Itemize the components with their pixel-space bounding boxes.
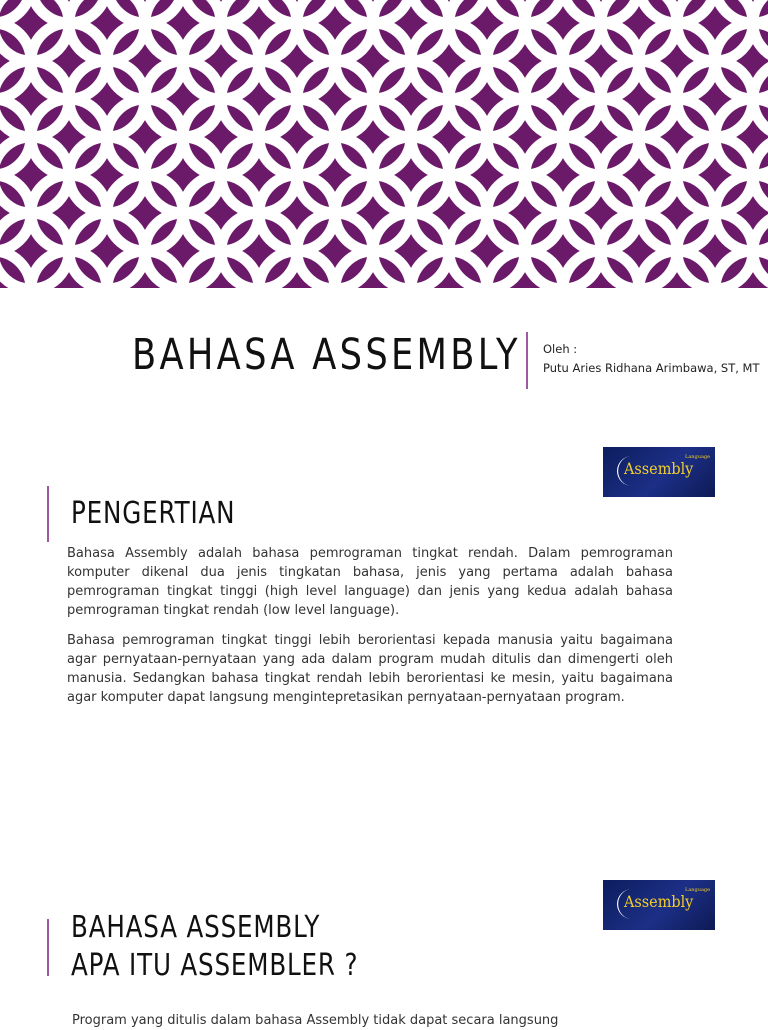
author-byline xyxy=(543,340,759,378)
logo-wordmark: Assembly xyxy=(624,892,694,911)
paragraph: Bahasa Assembly adalah bahasa pemrograman tingkat rendah. Dalam pemrograman komputer dikenal dua jenis tingkatan bahasa, jenis yang pertama adalah bahasa pemrograman tingkat tinggi (high level language) dan jenis yang kedua adalah bahasa pemrograman tingkat rendah (low level language). xyxy=(67,546,673,618)
logo-tagline: Language xyxy=(685,887,711,893)
presentation-title: BAHASA ASSEMBLY xyxy=(132,330,521,380)
title-divider xyxy=(526,332,528,389)
paragraph: Bahasa pemrograman tingkat tinggi lebih berorientasi kepada manusia yaitu bagaimana agar pernyataan-pernyataan yang ada dalam program mudah ditulis dan dimengerti oleh manusia. Sedangkan bahasa tingkat rendah lebih berorientasi ke mesin, yaitu bagaimana agar komputer dapat langsung mengintepretasikan pernyataan-pernyataan program. xyxy=(67,633,673,705)
section-accent-bar xyxy=(47,919,49,976)
assembly-language-logo xyxy=(603,880,715,930)
section-accent-bar xyxy=(47,486,49,542)
section-heading-line1: BAHASA ASSEMBLY xyxy=(71,910,321,945)
section-heading-line2: APA ITU ASSEMBLER ? xyxy=(71,948,359,983)
decorative-pattern-banner xyxy=(0,0,768,288)
byline-label: Oleh : xyxy=(543,342,578,356)
pengertian-body xyxy=(67,544,673,718)
section-heading-pengertian: PENGERTIAN xyxy=(71,496,236,531)
assembly-language-logo xyxy=(603,447,715,497)
assembler-body-start: Program yang ditulis dalam bahasa Assembly tidak dapat secara langsung xyxy=(72,1013,559,1028)
logo-wordmark: Assembly xyxy=(624,459,694,478)
byline-author: Putu Aries Ridhana Arimbawa, ST, MT xyxy=(543,361,760,375)
logo-tagline: Language xyxy=(685,454,711,460)
circle-lattice-pattern xyxy=(0,0,768,288)
